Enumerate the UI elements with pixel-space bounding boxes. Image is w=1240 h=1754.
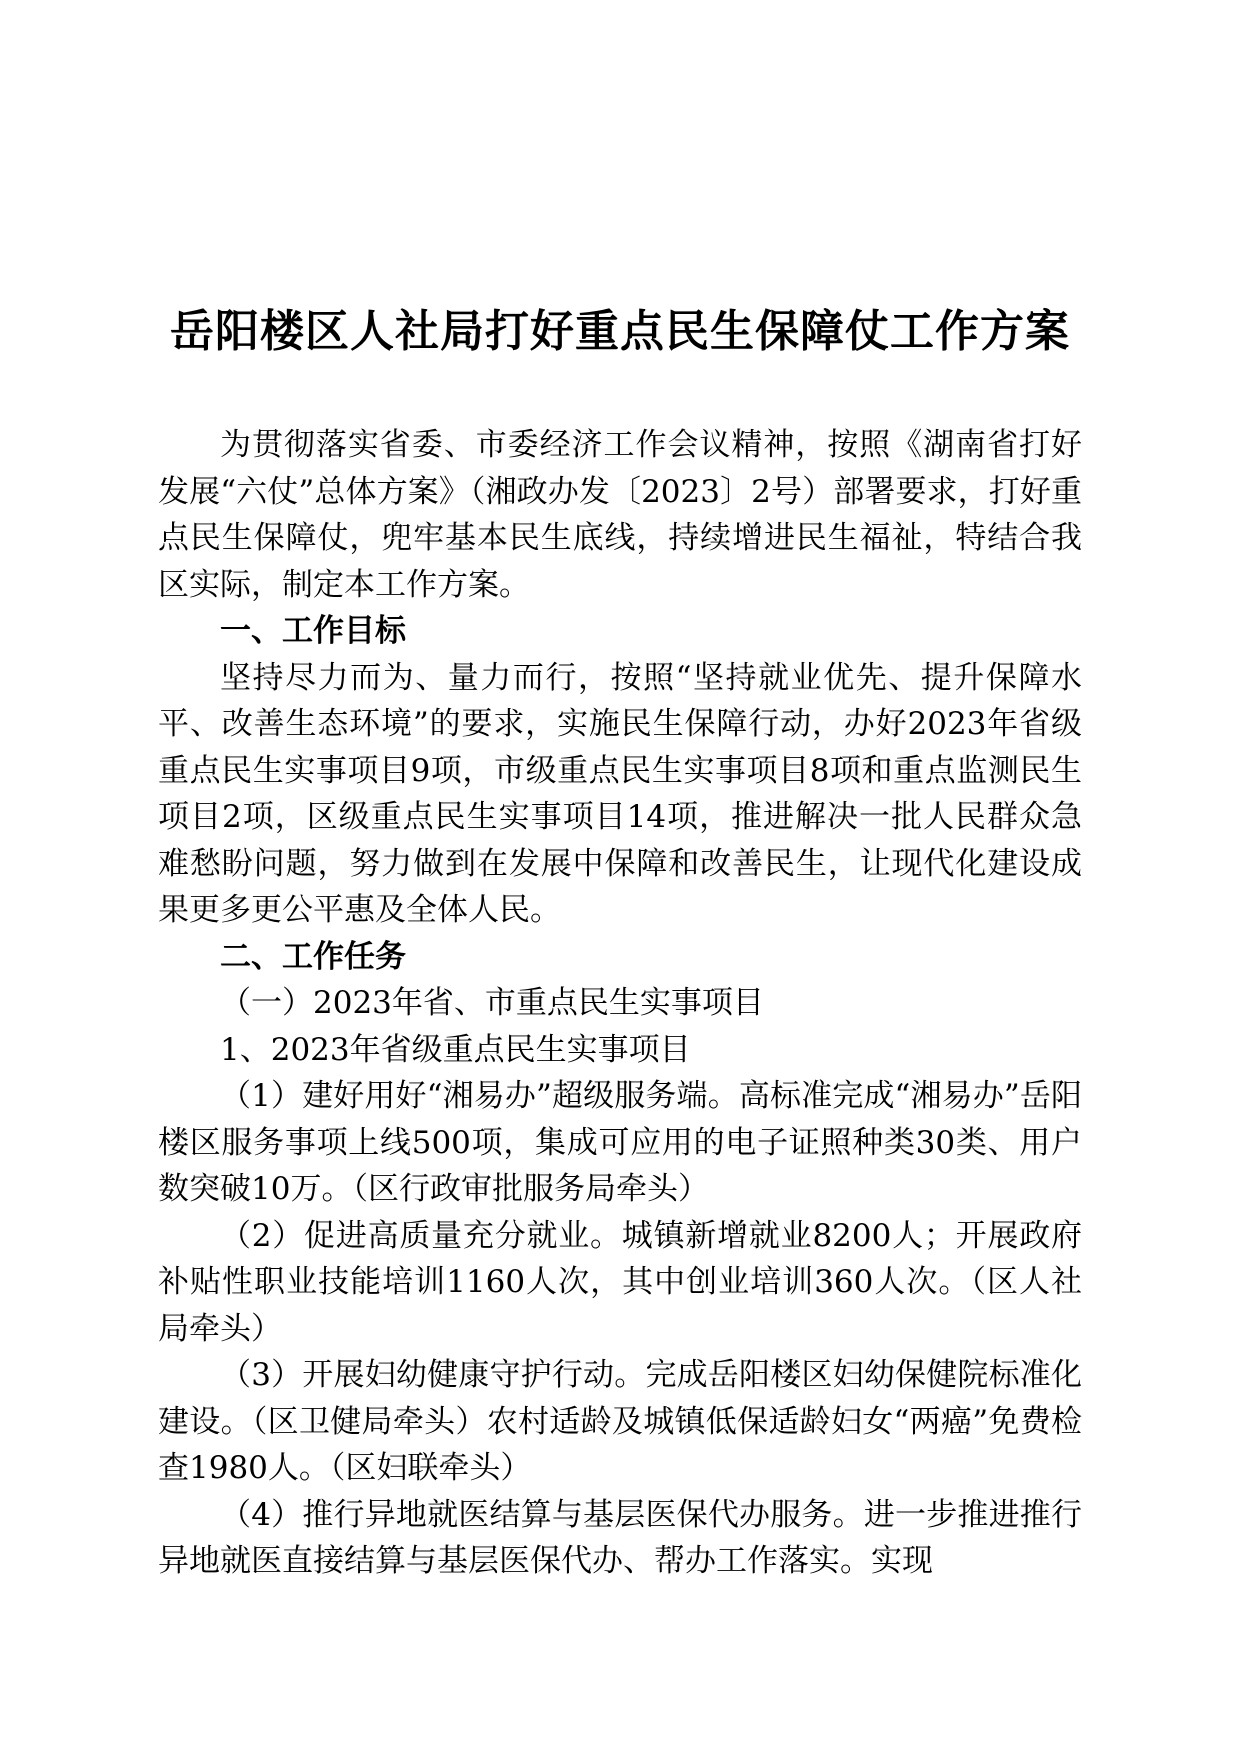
task-item-2: （2）促进高质量充分就业。城镇新增就业8200人；开展政府补贴性职业技能培训1160人次，其中创业培训360人次。（区人社局牵头） bbox=[158, 1217, 1082, 1347]
task-item-1: （1）建好用好“湘易办”超级服务端。高标准完成“湘易办”岳阳楼区服务事项上线500项，集成可应用的电子证照种类30类、用户数突破10万。（区行政审批服务局牵头） bbox=[158, 1078, 1082, 1207]
intro-paragraph: 为贯彻落实省委、市委经济工作会议精神，按照《湖南省打好发展“六仗”总体方案》（湘政办发〔2023〕2号）部署要求，打好重点民生保障仗，兜牢基本民生底线，持续增进民生福祉，特结合我区实际，制定本工作方案。 bbox=[158, 427, 1082, 603]
task-item-4: （4）推行异地就医结算与基层医保代办服务。进一步推进推行异地就医直接结算与基层医保代办、帮办工作落实。实现 bbox=[158, 1496, 1082, 1579]
task-item-3: （3）开展妇幼健康守护行动。完成岳阳楼区妇幼保健院标准化建设。（区卫健局牵头）农村适龄及城镇低保适龄妇女“两癌”免费检查1980人。（区妇联牵头） bbox=[158, 1357, 1082, 1486]
section-heading-tasks: 二、工作任务 bbox=[220, 938, 406, 975]
subsection-heading: （一）2023年省、市重点民生实事项目 bbox=[220, 985, 764, 1021]
goals-paragraph: 坚持尽力而为、量力而行，按照“坚持就业优先、提升保障水平、改善生态环境”的要求，实施民生保障行动，办好2023年省级重点民生实事项目9项，市级重点民生实事项目8项和重点监测民生项目2项，区级重点民生实事项目14项，推进解决一批人民群众急难愁盼问题，努力做到在发展中保障和改善民生，让现代化建设成果更多更公平惠及全体人民。 bbox=[158, 659, 1082, 928]
item-heading: 1、2023年省级重点民生实事项目 bbox=[220, 1031, 691, 1068]
section-heading-goals: 一、工作目标 bbox=[220, 613, 406, 649]
document-title: 岳阳楼区人社局打好重点民生保障仗工作方案 bbox=[170, 306, 1070, 357]
document-body bbox=[158, 422, 1082, 1585]
